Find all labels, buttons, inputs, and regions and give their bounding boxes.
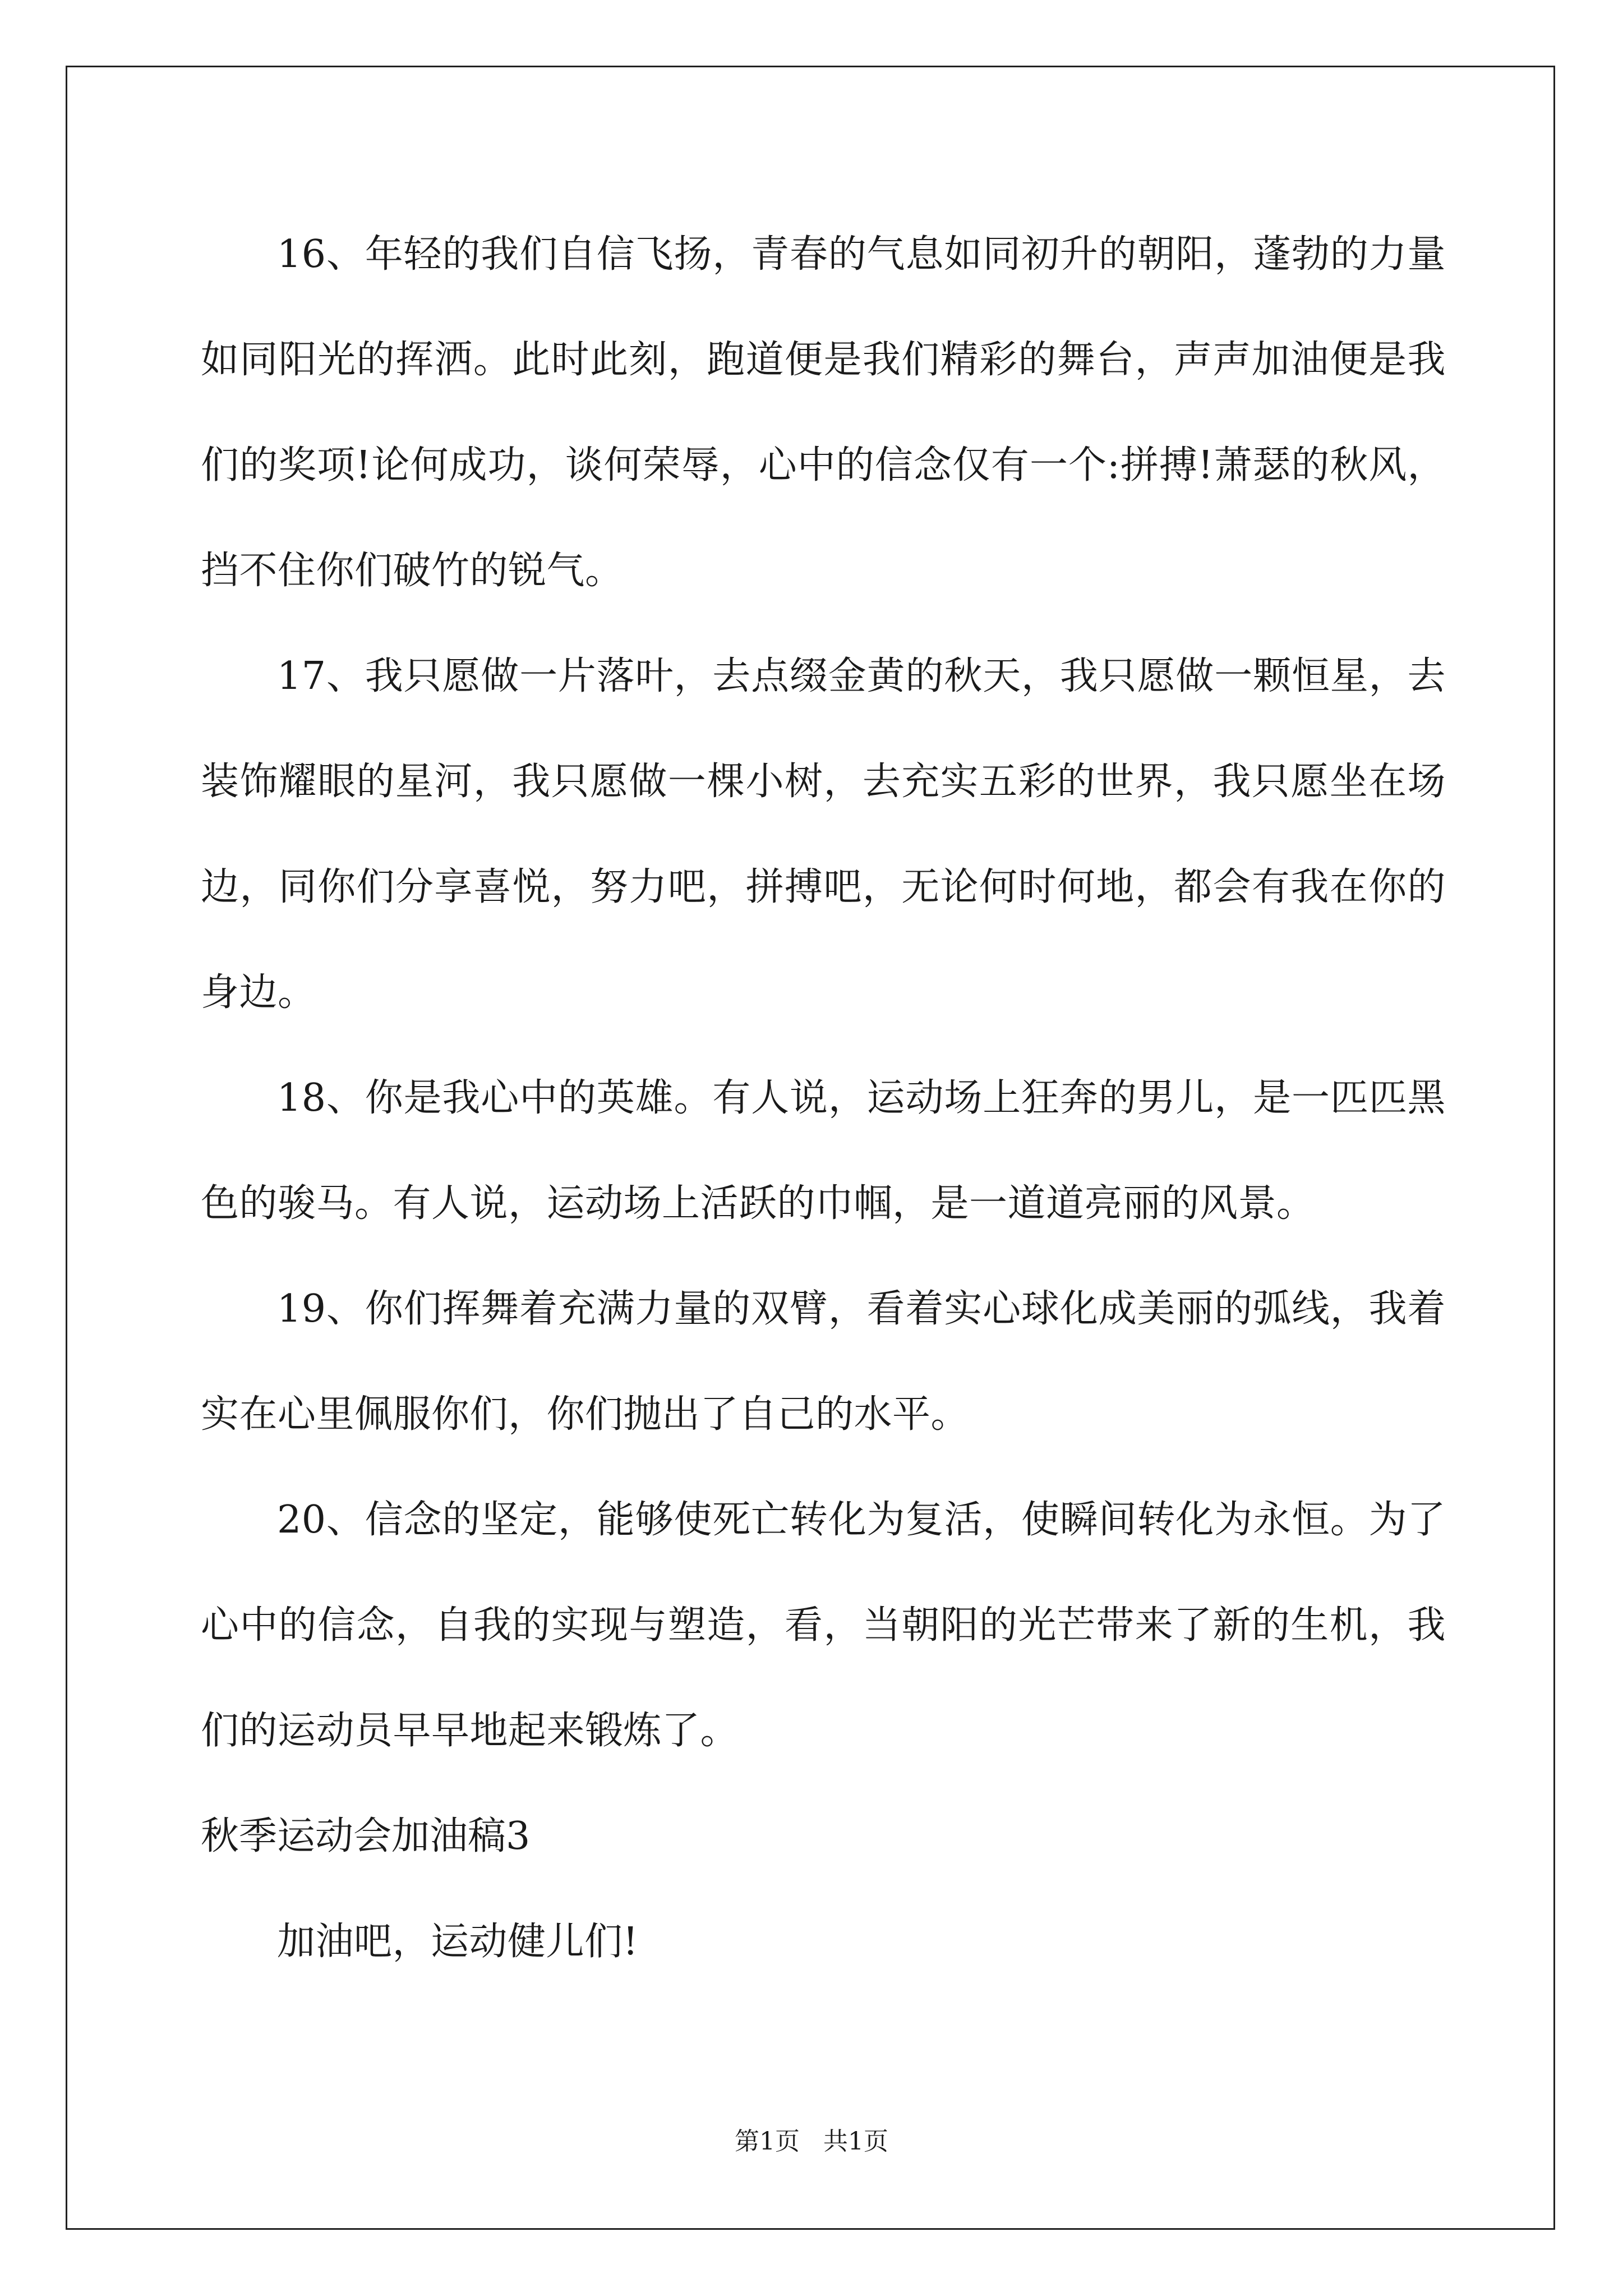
closing-line: 加油吧，运动健儿们! <box>277 1920 639 1964</box>
paragraph-19: 19、你们挥舞着充满力量的双臂，看着实心球化成美丽的弧线，我着实在心里佩服你们，你们抛出了自己的水平。 <box>201 1287 1446 1437</box>
page-number-current: 第1页 <box>735 2127 800 2156</box>
page-footer <box>0 2125 1623 2159</box>
paragraph-20: 20、信念的坚定，能够使死亡转化为复活，使瞬间转化为永恒。为了心中的信念，自我的实现与塑造，看，当朝阳的光芒带来了新的生机，我们的运动员早早地起来锻炼了。 <box>201 1498 1446 1753</box>
page-number-total: 共1页 <box>823 2127 888 2156</box>
section-title: 秋季运动会加油稿3 <box>201 1814 531 1858</box>
document-body <box>201 202 1446 1995</box>
paragraph-18: 18、你是我心中的英雄。有人说，运动场上狂奔的男儿，是一匹匹黑色的骏马。有人说，运动场上活跃的巾帼，是一道道亮丽的风景。 <box>201 1076 1446 1226</box>
paragraph-17: 17、我只愿做一片落叶，去点缀金黄的秋天，我只愿做一颗恒星，去装饰耀眼的星河，我只愿做一棵小树，去充实五彩的世界，我只愿坐在场边，同你们分享喜悦，努力吧，拼搏吧，无论何时何地，都会有我在你的身边。 <box>201 654 1446 1015</box>
paragraph-16: 16、年轻的我们自信飞扬，青春的气息如同初升的朝阳，蓬勃的力量如同阳光的挥洒。此时此刻，跑道便是我们精彩的舞台，声声加油便是我们的奖项!论何成功，谈何荣辱，心中的信念仅有一个:拼搏!萧瑟的秋风，挡不住你们破竹的锐气。 <box>201 232 1446 593</box>
